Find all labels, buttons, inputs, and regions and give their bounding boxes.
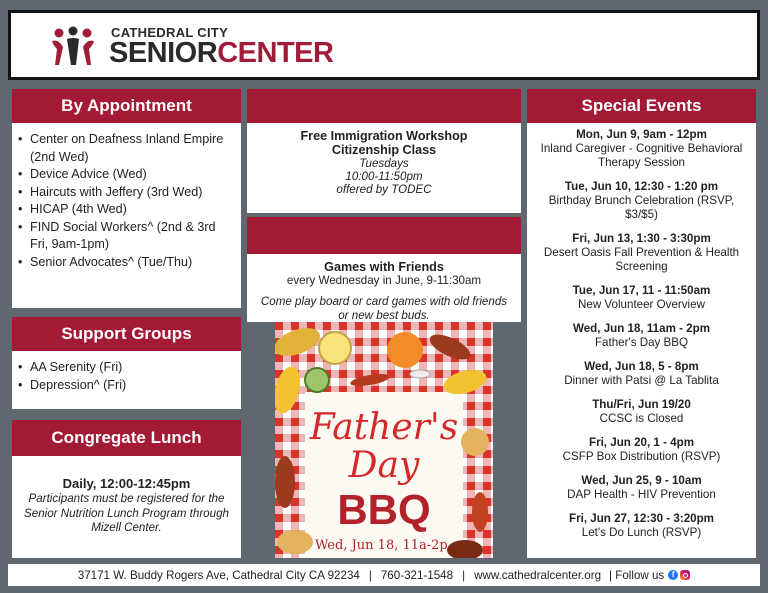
event-when: Fri, Jun 13, 1:30 - 3:30pm: [572, 232, 711, 245]
footer-website[interactable]: www.cathedralcenter.org: [474, 568, 602, 582]
header-banner: [8, 10, 760, 80]
support-heading: Support Groups: [12, 317, 241, 351]
footer-separator: |: [462, 568, 466, 582]
logo-people-icon: [49, 25, 97, 69]
event-what: Let's Do Lunch (RSVP): [581, 526, 702, 539]
event-when: Wed, Jun 18, 5 - 8pm: [584, 360, 699, 373]
appointment-panel: [12, 123, 241, 308]
support-list: [12, 351, 241, 394]
games-when: every Wednesday in June, 9-11:30am: [286, 274, 482, 287]
footer-address: 37171 W. Buddy Rogers Ave, Cathedral City CA 92234: [77, 568, 360, 582]
event-item: [531, 474, 752, 502]
appointment-heading: By Appointment: [12, 89, 241, 123]
event-when: Mon, Jun 9, 9am - 12pm: [576, 128, 707, 141]
logo-title: [109, 37, 333, 70]
lunch-time: Daily, 12:00-12:45pm: [62, 476, 191, 491]
immigration-panel: [247, 123, 521, 213]
middle-top-bar: [247, 89, 521, 123]
event-what: Birthday Brunch Celebration (RSVP, $3/$5): [548, 194, 735, 221]
games-panel: [247, 254, 521, 322]
event-when: Wed, Jun 18, 11am - 2pm: [572, 322, 711, 335]
games-title: Games with Friends: [324, 260, 444, 274]
lunch-panel: [12, 456, 241, 558]
list-item: • AA Serenity (Fri): [18, 359, 237, 377]
event-when: Tue, Jun 10, 12:30 - 1:20 pm: [564, 180, 719, 193]
event-item: [531, 180, 752, 222]
special-events-panel: [527, 123, 756, 558]
middle-mid-bar: [247, 217, 521, 254]
immigration-title: Free Immigration Workshop: [300, 129, 468, 143]
list-item: • Haircuts with Jeffery (3rd Wed): [18, 184, 237, 202]
event-when: Fri, Jun 27, 12:30 - 3:20pm: [569, 512, 714, 525]
support-panel: [12, 351, 241, 409]
poster-line-day: Day: [348, 445, 420, 486]
citizenship-title: Citizenship Class: [331, 143, 437, 157]
special-heading: Special Events: [527, 89, 756, 123]
event-item: [531, 436, 752, 464]
poster-line-fathers: Father's: [309, 407, 459, 448]
event-item: [531, 322, 752, 350]
immigration-time: 10:00-11:50pm: [345, 170, 423, 183]
facebook-icon[interactable]: f: [668, 570, 678, 580]
event-what: Dinner with Patsi @ La Tablita: [564, 374, 719, 387]
footer-follow: | Follow us: [609, 568, 665, 582]
event-item: [531, 360, 752, 388]
event-what: Father's Day BBQ: [594, 336, 689, 349]
list-item: • FIND Social Workers^ (2nd & 3rd Fri, 9am-1pm): [18, 219, 237, 254]
logo-subtitle: CATHEDRAL CITY: [111, 25, 229, 40]
event-what: Inland Caregiver - Cognitive Behavioral Therapy Session: [540, 142, 743, 169]
immigration-provider: offered by TODEC: [336, 183, 432, 196]
event-item: [531, 512, 752, 540]
footer-separator: |: [368, 568, 372, 582]
immigration-day: Tuesdays: [359, 157, 409, 170]
event-what: New Volunteer Overview: [578, 298, 705, 311]
logo-title-senior: SENIOR: [109, 37, 218, 69]
event-item: [531, 284, 752, 312]
event-what: CSFP Box Distribution (RSVP): [562, 450, 721, 463]
list-item: • Center on Deafness Inland Empire (2nd Wed): [18, 131, 237, 166]
lunch-heading: Congregate Lunch: [12, 420, 241, 456]
poster-date: Wed, Jun 18, 11a-2p: [315, 538, 448, 553]
list-item: • Senior Advocates^ (Tue/Thu): [18, 254, 237, 272]
event-item: [531, 128, 752, 170]
lunch-note: Participants must be registered for the Senior Nutrition Lunch Program through Mizell Center.: [24, 492, 229, 534]
footer-phone[interactable]: 760-321-1548: [380, 568, 454, 582]
fathers-day-poster: [275, 322, 493, 558]
list-item: • Depression^ (Fri): [18, 377, 237, 395]
instagram-icon[interactable]: [680, 570, 690, 580]
list-item: • Device Advice (Wed): [18, 166, 237, 184]
games-desc: Come play board or card games with old friends or new best buds.: [260, 295, 508, 322]
event-when: Tue, Jun 17, 11 - 11:50am: [572, 284, 711, 297]
event-what: CCSC is Closed: [599, 412, 684, 425]
event-when: Wed, Jun 25, 9 - 10am: [581, 474, 702, 487]
footer-bar: [8, 564, 760, 586]
event-when: Thu/Fri, Jun 19/20: [592, 398, 691, 411]
event-item: [531, 398, 752, 426]
event-what: Desert Oasis Fall Prevention & Health Screening: [543, 246, 740, 273]
poster-line-bbq: BBQ: [337, 486, 431, 533]
event-what: DAP Health - HIV Prevention: [567, 488, 716, 501]
appointment-list: [12, 123, 241, 271]
list-item: • HICAP (4th Wed): [18, 201, 237, 219]
logo-title-center: CENTER: [217, 37, 334, 69]
event-item: [531, 232, 752, 274]
event-when: Fri, Jun 20, 1 - 4pm: [588, 436, 695, 449]
